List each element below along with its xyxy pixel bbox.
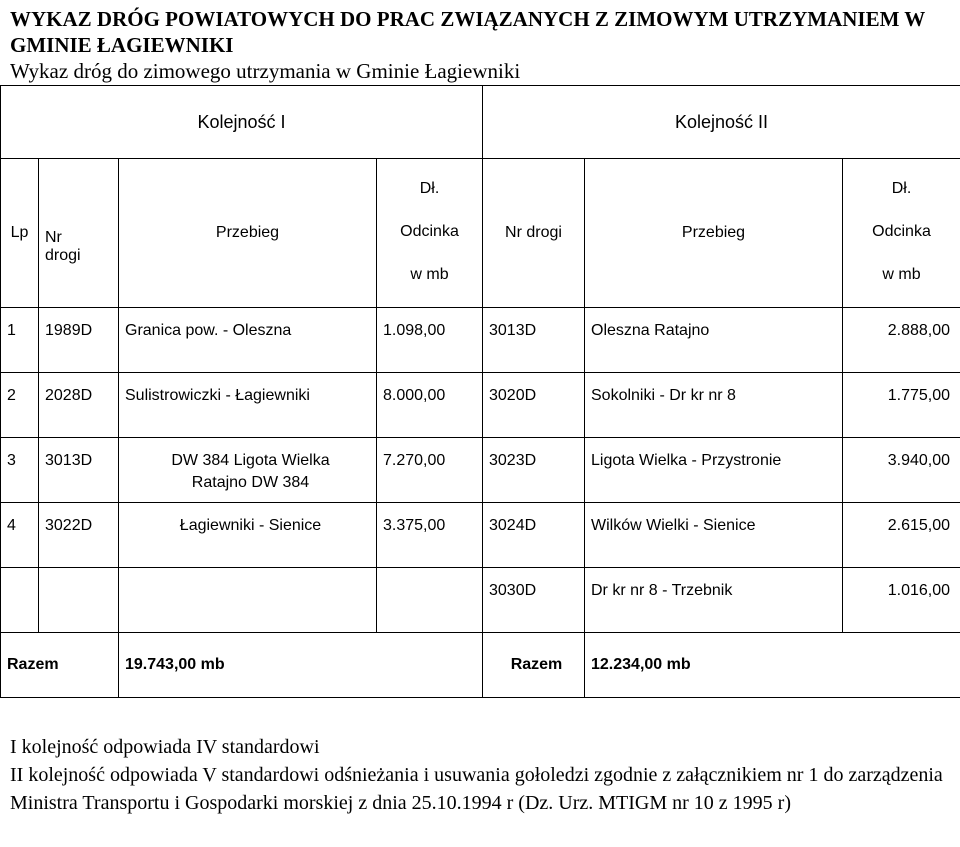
col-header-dl2-line1: Dł. (891, 180, 912, 197)
cell-dl: 7.270,00 (383, 452, 446, 469)
table-row (1, 503, 960, 568)
table-row (1, 308, 960, 373)
col-header-dl2-line3: w mb (882, 266, 921, 283)
col-header-dl2-line2: Odcinka (872, 223, 931, 240)
cell-dl: 8.000,00 (383, 387, 446, 404)
col-header-przebieg2: Przebieg (585, 159, 843, 308)
group-header-kolejnosc-1: Kolejność I (1, 86, 483, 159)
cell-nr (45, 568, 118, 580)
col-header-dl-line1: Dł. (419, 180, 440, 197)
document-header (10, 6, 950, 84)
cell-lp (7, 568, 38, 580)
cell-nr: 1989D (45, 322, 93, 339)
cell-dl2: 1.775,00 (887, 387, 951, 404)
cell-przebieg2: Oleszna Ratajno (591, 322, 710, 339)
cell-przebieg2: Dr kr nr 8 - Trzebnik (591, 582, 733, 599)
cell-nr: 3013D (45, 452, 93, 469)
col-header-dl (377, 159, 483, 308)
cell-przebieg: Granica pow. - Oleszna (125, 322, 292, 339)
cell-przebieg2: Sokolniki - Dr kr nr 8 (591, 387, 736, 404)
cell-przebieg: Sulistrowiczki - Łagiewniki (125, 387, 310, 404)
cell-przebieg2: Wilków Wielki - Sienice (591, 517, 756, 534)
cell-lp: 1 (7, 322, 16, 339)
cell-nr2: 3024D (489, 517, 537, 534)
col-header-dl-line3: w mb (410, 266, 449, 283)
cell-przebieg (125, 568, 376, 580)
col-header-nr-line1: Nr (45, 229, 62, 246)
group-header-kolejnosc-2: Kolejność II (483, 86, 960, 159)
cell-nr2: 3023D (489, 452, 537, 469)
cell-przebieg: Łagiewniki - Sienice (179, 517, 322, 534)
col-header-nr2: Nr drogi (483, 159, 585, 308)
cell-nr2: 3030D (489, 582, 537, 599)
document-title: WYKAZ DRÓG POWIATOWYCH DO PRAC ZWIĄZANYCH Z ZIMOWYM UTRZYMANIEM W GMINIE ŁAGIEWNIKI (10, 7, 925, 57)
cell-dl2: 2.615,00 (887, 517, 951, 534)
total-label-1: Razem (1, 633, 119, 698)
cell-nr: 2028D (45, 387, 93, 404)
table-row (1, 438, 960, 503)
cell-nr: 3022D (45, 517, 93, 534)
cell-dl2: 3.940,00 (887, 452, 951, 469)
cell-nr2: 3020D (489, 387, 537, 404)
footer-note-1: I kolejność odpowiada IV standardowi (10, 736, 320, 758)
cell-lp: 3 (7, 452, 16, 469)
roads-table (0, 85, 960, 698)
cell-dl: 1.098,00 (383, 322, 446, 339)
cell-przebieg2: Ligota Wielka - Przystronie (591, 452, 782, 469)
table-row (1, 568, 960, 633)
cell-dl: 3.375,00 (383, 517, 446, 534)
cell-przebieg: DW 384 Ligota Wielka (171, 452, 330, 469)
column-header-row (1, 159, 960, 308)
cell-nr2: 3013D (489, 322, 537, 339)
document-subtitle: Wykaz dróg do zimowego utrzymania w Gminie Łagiewniki (10, 59, 521, 83)
totals-row (1, 633, 960, 698)
cell-lp: 2 (7, 387, 16, 404)
total-value-2: 12.234,00 mb (585, 633, 960, 698)
col-header-nr (39, 159, 119, 308)
col-header-dl-line2: Odcinka (400, 223, 459, 240)
total-value-1: 19.743,00 mb (119, 633, 483, 698)
cell-lp: 4 (7, 517, 16, 534)
col-header-lp: Lp (1, 159, 39, 308)
total-label-2: Razem (483, 633, 585, 698)
col-header-przebieg: Przebieg (119, 159, 377, 308)
cell-przebieg-line2: Ratajno DW 384 (191, 474, 310, 491)
group-header-row (1, 86, 960, 159)
table-row (1, 373, 960, 438)
cell-dl2: 2.888,00 (887, 322, 951, 339)
col-header-nr-line2: drogi (45, 247, 81, 264)
cell-dl (383, 568, 482, 580)
footer-note-2: II kolejność odpowiada V standardowi odśnieżania i usuwania gołoledzi zgodnie z załącznikiem nr 1 do zarządzenia Ministra Transportu i Gospodarki morskiej z dnia 25.10.1994 r (Dz. Urz. MTIGM nr 10 z 1995 r) (10, 764, 943, 814)
col-header-dl2 (843, 159, 960, 308)
document-footer (10, 733, 955, 817)
cell-dl2: 1.016,00 (887, 582, 951, 599)
